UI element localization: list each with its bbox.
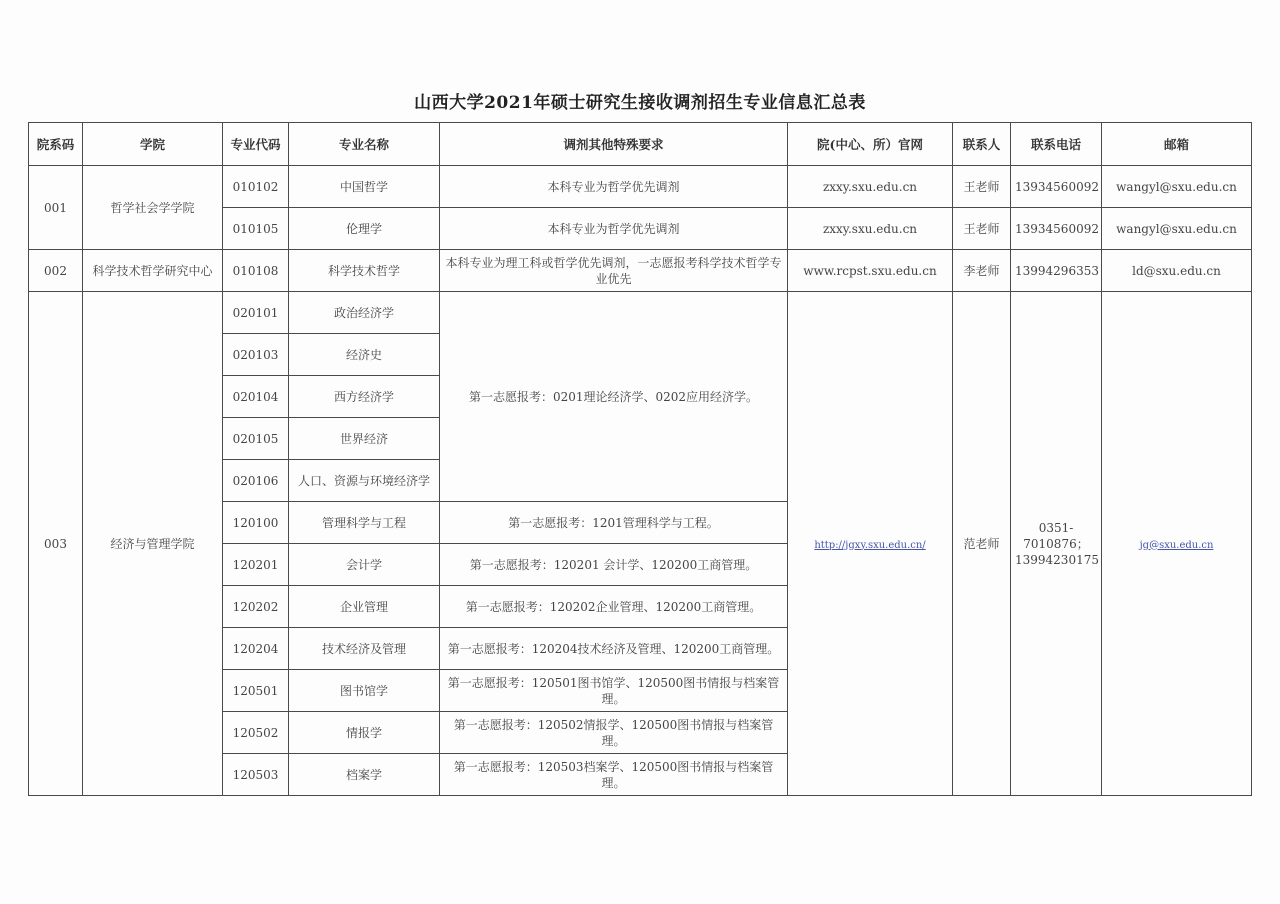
major-name: 科学技术哲学: [289, 250, 440, 292]
phone: 13934560092: [1011, 166, 1102, 208]
header-phone: 联系电话: [1011, 123, 1102, 166]
major-name: 档案学: [289, 754, 440, 796]
major-code: 120202: [223, 586, 289, 628]
header-contact: 联系人: [953, 123, 1011, 166]
header-major-name: 专业名称: [289, 123, 440, 166]
header-dept-code: 院系码: [29, 123, 83, 166]
major-code: 120502: [223, 712, 289, 754]
major-code: 120501: [223, 670, 289, 712]
header-email: 邮箱: [1102, 123, 1252, 166]
requirement: 第一志愿报考：120202企业管理、120200工商管理。: [440, 586, 788, 628]
requirement: 第一志愿报考：120502情报学、120500图书情报与档案管理。: [440, 712, 788, 754]
contact: 李老师: [953, 250, 1011, 292]
major-name: 经济史: [289, 334, 440, 376]
major-name: 西方经济学: [289, 376, 440, 418]
requirement: 第一志愿报考：120204技术经济及管理、120200工商管理。: [440, 628, 788, 670]
header-website: 院(中心、所）官网: [788, 123, 953, 166]
requirement: 第一志愿报考：0201理论经济学、0202应用经济学。: [440, 292, 788, 502]
website: zxxy.sxu.edu.cn: [788, 208, 953, 250]
major-name: 政治经济学: [289, 292, 440, 334]
website: www.rcpst.sxu.edu.cn: [788, 250, 953, 292]
header-requirement: 调剂其他特殊要求: [440, 123, 788, 166]
requirement: 第一志愿报考：120501图书馆学、120500图书情报与档案管理。: [440, 670, 788, 712]
major-name: 管理科学与工程: [289, 502, 440, 544]
major-name: 人口、资源与环境经济学: [289, 460, 440, 502]
requirement: 第一志愿报考：120201 会计学、120200工商管理。: [440, 544, 788, 586]
website: zxxy.sxu.edu.cn: [788, 166, 953, 208]
major-name: 会计学: [289, 544, 440, 586]
major-name: 伦理学: [289, 208, 440, 250]
summary-table: [28, 122, 1252, 796]
email-link[interactable]: jg@sxu.edu.cn: [1139, 539, 1214, 551]
requirement: 本科专业为哲学优先调剂: [440, 208, 788, 250]
email: ld@sxu.edu.cn: [1102, 250, 1252, 292]
phone: 0351-7010876；13994230175: [1011, 292, 1102, 796]
major-code: 020106: [223, 460, 289, 502]
requirement: 第一志愿报考：1201管理科学与工程。: [440, 502, 788, 544]
college-name: 科学技术哲学研究中心: [83, 250, 223, 292]
phone: 13994296353: [1011, 250, 1102, 292]
major-name: 中国哲学: [289, 166, 440, 208]
major-name: 技术经济及管理: [289, 628, 440, 670]
dept-code: 002: [29, 250, 83, 292]
major-code: 020103: [223, 334, 289, 376]
contact: 王老师: [953, 208, 1011, 250]
table-row: [29, 292, 1252, 334]
requirement: 第一志愿报考：120503档案学、120500图书情报与档案管理。: [440, 754, 788, 796]
major-name: 情报学: [289, 712, 440, 754]
website: [788, 292, 953, 796]
requirement: 本科专业为理工科或哲学优先调剂，一志愿报考科学技术哲学专业优先: [440, 250, 788, 292]
dept-code: 001: [29, 166, 83, 250]
major-code: 120204: [223, 628, 289, 670]
major-code: 010102: [223, 166, 289, 208]
phone: 13934560092: [1011, 208, 1102, 250]
dept-code: 003: [29, 292, 83, 796]
major-code: 120201: [223, 544, 289, 586]
contact: 王老师: [953, 166, 1011, 208]
major-name: 图书馆学: [289, 670, 440, 712]
email: wangyl@sxu.edu.cn: [1102, 208, 1252, 250]
major-code: 010108: [223, 250, 289, 292]
college-name: 经济与管理学院: [83, 292, 223, 796]
contact: 范老师: [953, 292, 1011, 796]
header-major-code: 专业代码: [223, 123, 289, 166]
major-code: 120503: [223, 754, 289, 796]
major-code: 020101: [223, 292, 289, 334]
major-code: 010105: [223, 208, 289, 250]
major-code: 020104: [223, 376, 289, 418]
table-row: [29, 250, 1252, 292]
website-link[interactable]: http://jgxy.sxu.edu.cn/: [814, 539, 926, 551]
header-row: [29, 123, 1252, 166]
major-name: 世界经济: [289, 418, 440, 460]
major-code: 120100: [223, 502, 289, 544]
college-name: 哲学社会学学院: [83, 166, 223, 250]
header-college: 学院: [83, 123, 223, 166]
table-row: [29, 166, 1252, 208]
major-name: 企业管理: [289, 586, 440, 628]
requirement: 本科专业为哲学优先调剂: [440, 166, 788, 208]
email: wangyl@sxu.edu.cn: [1102, 166, 1252, 208]
page-title: 山西大学2021年硕士研究生接收调剂招生专业信息汇总表: [414, 93, 866, 113]
email: [1102, 292, 1252, 796]
major-code: 020105: [223, 418, 289, 460]
